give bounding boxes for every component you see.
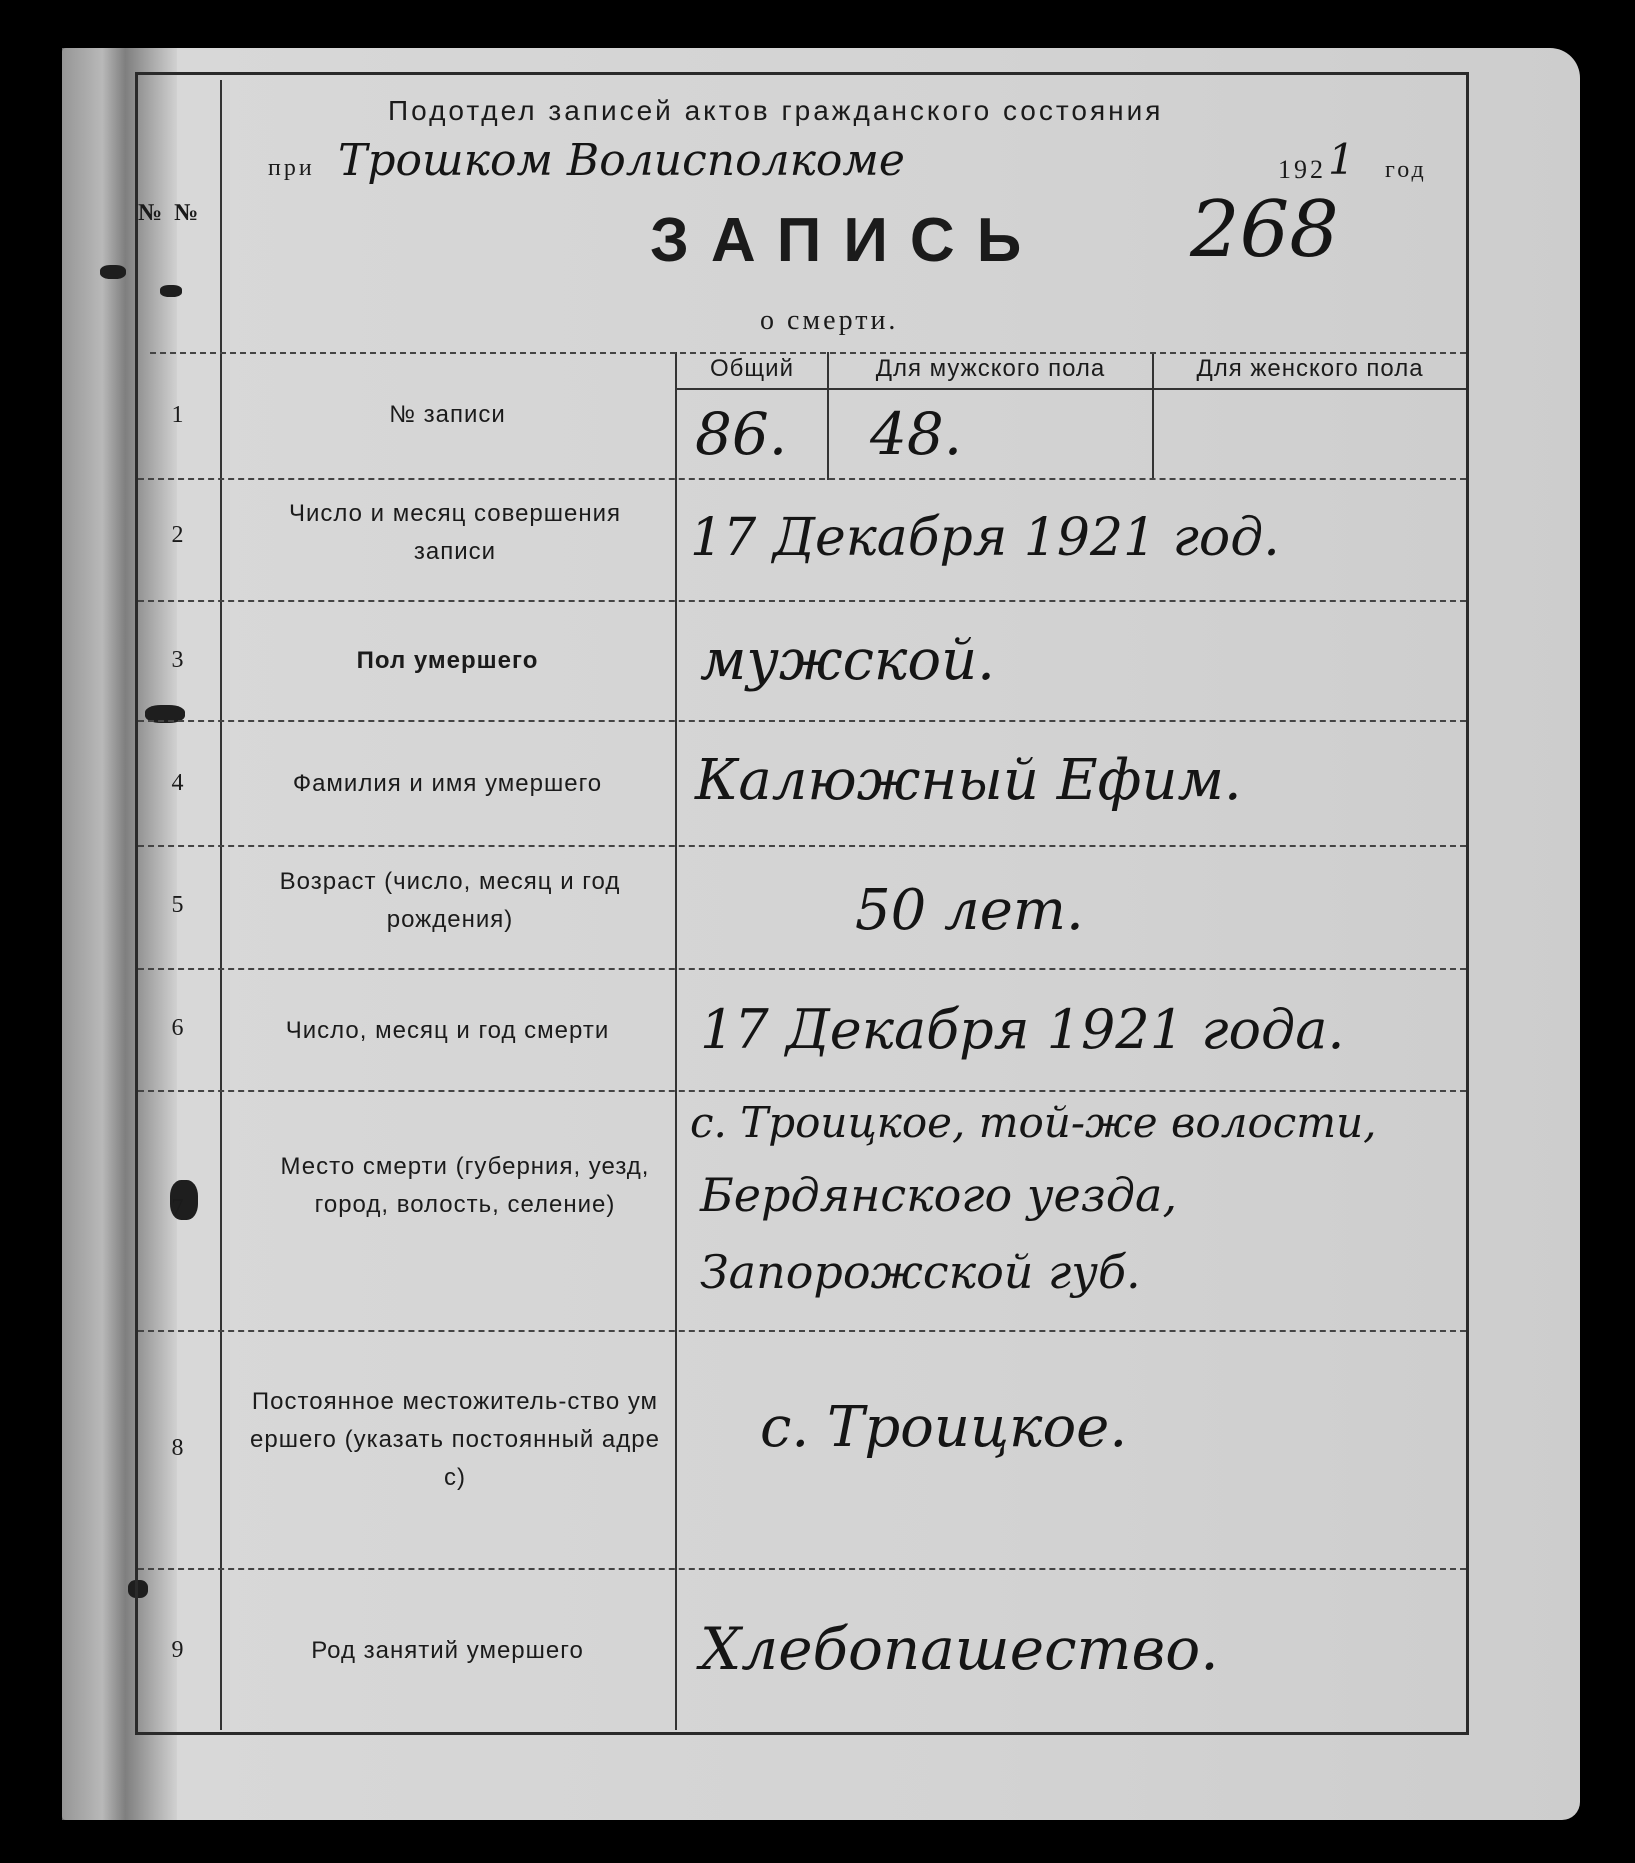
document-subtitle: о смерти.: [760, 305, 899, 336]
divider: [138, 845, 1466, 847]
row-number: 4: [171, 770, 184, 796]
divider: [138, 1568, 1466, 1570]
record-number: 268: [1190, 185, 1339, 275]
divider: [138, 720, 1466, 722]
year-prefix: 192: [1278, 155, 1326, 184]
year-suffix: 1: [1328, 135, 1355, 184]
row-label: Место смерти (губерния, уезд, город, волость, селение): [280, 1153, 650, 1218]
god-label: год: [1385, 157, 1427, 183]
tear-mark: [100, 265, 126, 279]
row-number: 1: [171, 402, 184, 428]
col-female: Для женского пола: [1196, 355, 1424, 382]
number-sign: № №: [138, 200, 202, 226]
record-date-value: 17 Декабря 1921 год.: [690, 508, 1280, 568]
row-label: № записи: [389, 401, 506, 428]
death-place-line-1: с. Троицкое, той-же волости,: [690, 1098, 1377, 1147]
divider: [150, 352, 1466, 354]
row-label: Число, месяц и год смерти: [285, 1017, 610, 1044]
death-place-line-2: Бердянского уезда,: [700, 1168, 1178, 1222]
death-place-line-3: Запорожской губ.: [700, 1245, 1141, 1299]
occupation-value: Хлебопашество.: [700, 1615, 1219, 1683]
department-heading: Подотдел записей актов гражданского состояния: [388, 95, 1164, 126]
death-date-value: 17 Декабря 1921 года.: [700, 998, 1345, 1061]
divider: [138, 600, 1466, 602]
row-number: 7: [171, 1195, 184, 1221]
age-value: 50 лет.: [855, 878, 1084, 943]
row-label: Род занятий умершего: [311, 1637, 584, 1664]
row-label: Возраст (число, месяц и год рождения): [279, 868, 621, 933]
divider: [138, 1090, 1466, 1092]
row-label: Пол умершего: [356, 647, 539, 674]
divider: [138, 968, 1466, 970]
row-number: 8: [171, 1435, 184, 1461]
divider: [138, 478, 1466, 480]
col-male: Для мужского пола: [875, 355, 1106, 382]
divider: [220, 80, 222, 1730]
document-title: ЗАПИСЬ: [650, 206, 1044, 275]
row-number: 3: [171, 647, 184, 673]
row-label: Число и месяц совершения записи: [288, 500, 622, 565]
divider: [138, 1330, 1466, 1332]
row-number: 5: [171, 892, 184, 918]
col-common: Общий: [710, 355, 794, 382]
row-label: Постоянное местожитель-ство умершего (указать постоянный адрес): [250, 1388, 660, 1491]
sex-value: мужской.: [700, 628, 995, 693]
row-number: 6: [171, 1015, 184, 1041]
divider: [675, 388, 1466, 390]
name-value: Калюжный Ефим.: [695, 748, 1242, 813]
residence-value: с. Троицкое.: [760, 1395, 1128, 1460]
record-male-value: 48.: [870, 400, 963, 468]
divider: [675, 352, 677, 1730]
row-number: 9: [171, 1637, 184, 1663]
pri-value: Трошком Волисполкоме: [338, 135, 905, 186]
row-number: 2: [171, 522, 184, 548]
row-label: Фамилия и имя умершего: [292, 770, 603, 797]
record-common-value: 86.: [695, 400, 788, 468]
pri-label: при: [268, 155, 315, 181]
